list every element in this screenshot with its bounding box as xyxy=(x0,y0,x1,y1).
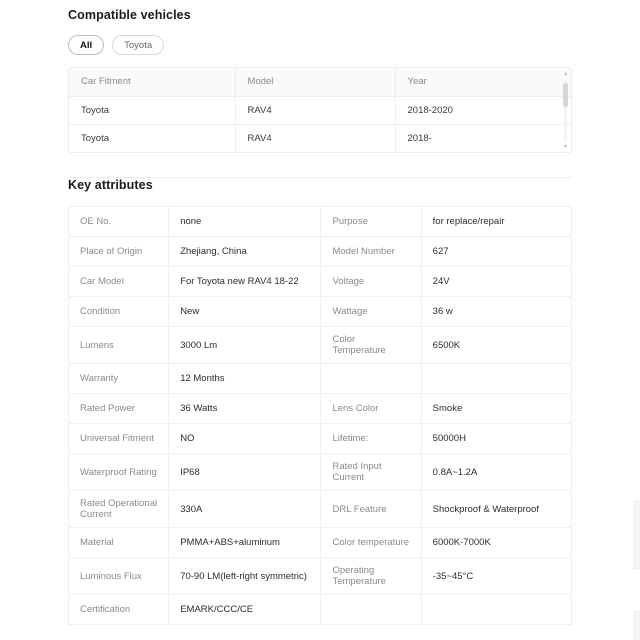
table-row xyxy=(69,394,572,424)
attribute-value: NO xyxy=(169,424,321,454)
table-row xyxy=(69,124,572,152)
attribute-value: -35~45°C xyxy=(421,558,571,595)
attribute-value: 50000H xyxy=(421,424,571,454)
attribute-value: EMARK/CCC/CE xyxy=(169,595,321,625)
cell-year: 2018-2020 xyxy=(395,96,572,124)
page-edge-shadow xyxy=(633,610,640,640)
attribute-key: Rated Power xyxy=(69,394,169,424)
attribute-value: For Toyota new RAV4 18-22 xyxy=(169,267,321,297)
chip-filter-toyota[interactable] xyxy=(112,35,164,55)
attribute-key: Car Model xyxy=(69,267,169,297)
table-row xyxy=(69,454,572,491)
attribute-value: IP68 xyxy=(169,454,321,491)
attribute-value xyxy=(421,364,571,394)
table-row xyxy=(69,267,572,297)
table-header-row xyxy=(69,68,572,96)
attribute-value: for replace/repair xyxy=(421,207,571,237)
column-header-car-fitment: Car Fitment xyxy=(69,68,235,96)
column-header-year: Year xyxy=(395,68,572,96)
attribute-value: 6500K xyxy=(421,327,571,364)
table-row xyxy=(69,424,572,454)
attribute-value: 24V xyxy=(421,267,571,297)
attribute-key: Material xyxy=(69,528,169,558)
attribute-value: 70-90 LM(left-right symmetric) xyxy=(169,558,321,595)
table-row xyxy=(69,327,572,364)
cell-model: RAV4 xyxy=(235,124,395,152)
attribute-key xyxy=(321,364,421,394)
attribute-value: 330A xyxy=(169,491,321,528)
chip-label: Toyota xyxy=(124,39,153,51)
attribute-value: 36 w xyxy=(421,297,571,327)
attribute-key: Certification xyxy=(69,595,169,625)
attribute-value: PMMA+ABS+aluminum xyxy=(169,528,321,558)
attribute-key: Rated Operational Current xyxy=(69,491,169,528)
table-row xyxy=(69,491,572,528)
attribute-key: Lumens xyxy=(69,327,169,364)
attribute-key: Rated Input Current xyxy=(321,454,421,491)
page-edge-shadow xyxy=(633,500,640,570)
scroll-up-arrow-icon[interactable]: ▴ xyxy=(563,71,567,77)
table-row xyxy=(69,558,572,595)
attribute-value xyxy=(421,595,571,625)
attribute-value: 12 Months xyxy=(169,364,321,394)
attribute-key: Voltage xyxy=(321,267,421,297)
table-row xyxy=(69,96,572,124)
table-row xyxy=(69,528,572,558)
attribute-key: Lens Color xyxy=(321,394,421,424)
vehicle-brand-filter xyxy=(68,35,572,55)
attribute-key: Wattage xyxy=(321,297,421,327)
attribute-key: Color temperature xyxy=(321,528,421,558)
table-row xyxy=(69,595,572,625)
attribute-key: Condition xyxy=(69,297,169,327)
page-title-compatible-vehicles: Compatible vehicles xyxy=(68,8,191,22)
cell-car-fitment: Toyota xyxy=(69,96,235,124)
attribute-key: Waterproof Rating xyxy=(69,454,169,491)
attribute-value: 3000 Lm xyxy=(169,327,321,364)
compatible-vehicles-table xyxy=(69,68,572,153)
compatible-vehicles-table-container xyxy=(68,67,572,153)
attribute-key: Place of Origin xyxy=(69,237,169,267)
table-row xyxy=(69,364,572,394)
attribute-key: Luminous Flux xyxy=(69,558,169,595)
scrollbar-thumb[interactable] xyxy=(563,83,568,107)
table-row xyxy=(69,207,572,237)
attribute-key: Universal Fitment xyxy=(69,424,169,454)
cell-car-fitment: Toyota xyxy=(69,124,235,152)
chip-label: All xyxy=(80,39,93,51)
table-row xyxy=(69,297,572,327)
table-vertical-scrollbar[interactable] xyxy=(563,71,568,151)
attribute-key: Warranty xyxy=(69,364,169,394)
cell-model: RAV4 xyxy=(235,96,395,124)
chip-filter-all[interactable] xyxy=(68,35,104,55)
attribute-key: Color Temperature xyxy=(321,327,421,364)
attribute-key: OE No. xyxy=(69,207,169,237)
attribute-key: Lifetime: xyxy=(321,424,421,454)
column-header-model: Model xyxy=(235,68,395,96)
attribute-key: Model Number xyxy=(321,237,421,267)
attribute-key: Purpose xyxy=(321,207,421,237)
table-row xyxy=(69,237,572,267)
cell-year: 2018- xyxy=(395,124,572,152)
attribute-value: 0.8A~1.2A xyxy=(421,454,571,491)
attribute-value: 36 Watts xyxy=(169,394,321,424)
attribute-value: none xyxy=(169,207,321,237)
page-title-key-attributes: Key attributes xyxy=(68,178,153,192)
attribute-value: Smoke xyxy=(421,394,571,424)
key-attributes-table xyxy=(68,206,572,625)
attribute-value: Shockproof & Waterproof xyxy=(421,491,571,528)
attribute-value: Zhejiang, China xyxy=(169,237,321,267)
attribute-value: 627 xyxy=(421,237,571,267)
attribute-key xyxy=(321,595,421,625)
attribute-value: New xyxy=(169,297,321,327)
attribute-key: Operating Temperature xyxy=(321,558,421,595)
attribute-key: DRL Feature xyxy=(321,491,421,528)
scroll-down-arrow-icon[interactable]: ▾ xyxy=(563,144,567,150)
attribute-value: 6000K-7000K xyxy=(421,528,571,558)
